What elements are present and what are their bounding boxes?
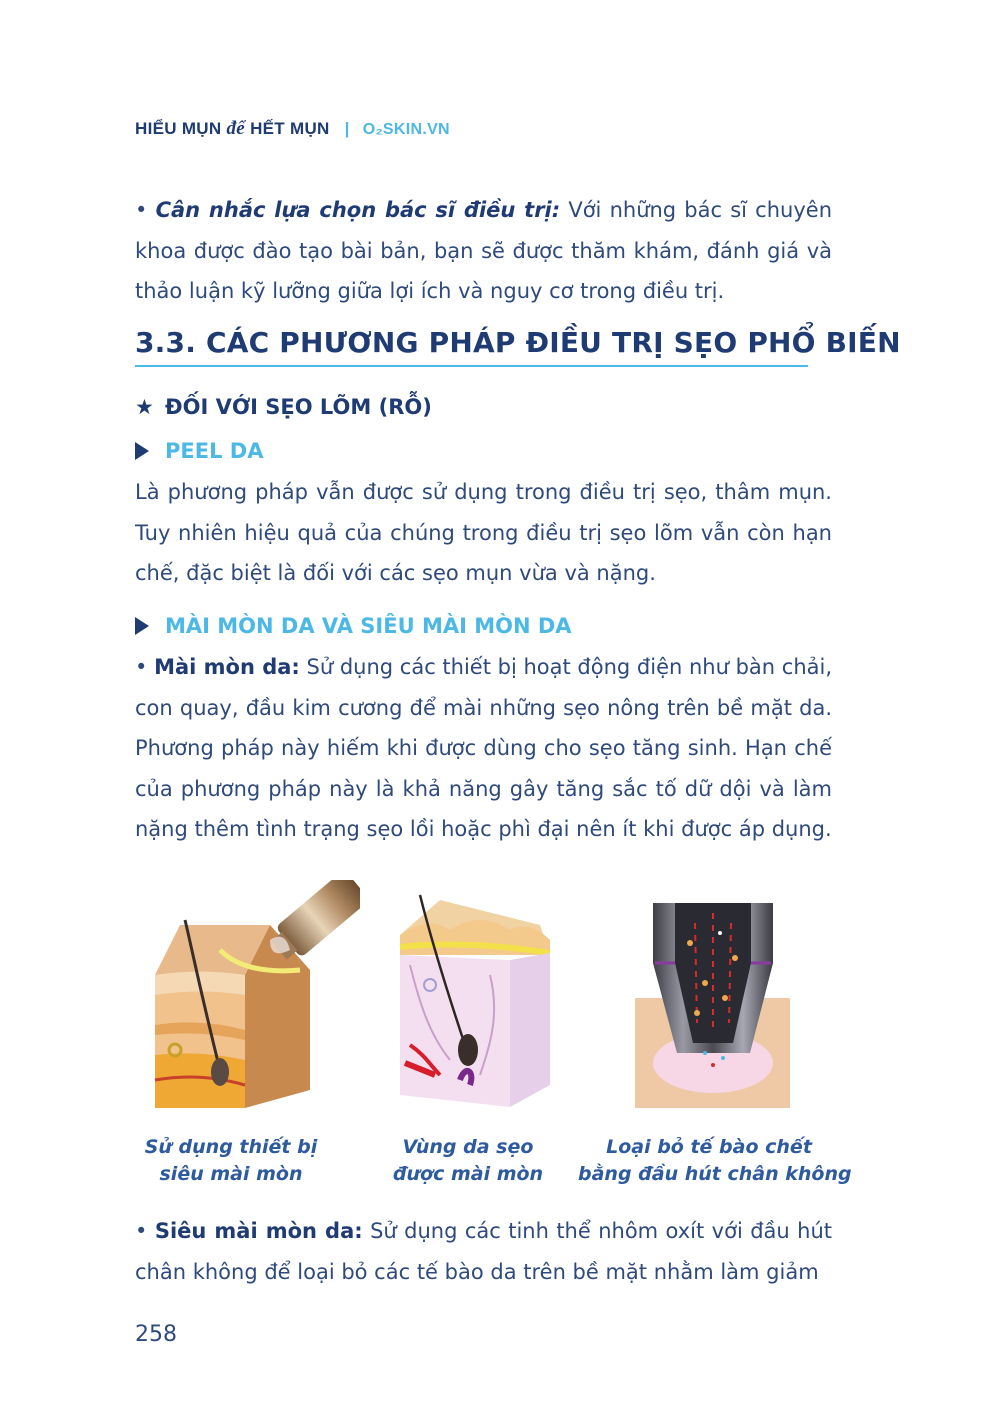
triangle-bullet-icon — [135, 617, 149, 635]
abrasion-heading — [135, 614, 572, 638]
figure-3-caption-line2: bằng đầu hút chân không — [578, 1163, 852, 1185]
abrasion-text: Sử dụng các thiết bị hoạt động điện như bàn chải, con quay, đầu kim cương để mài những sẹo nông trên bề mặt da. Phương pháp này hiếm khi được dùng cho sẹo tăng sinh. Hạn chế của phương pháp này là khả năng gây tăng sắc tố dữ dội và làm nặng thêm tình trạng sẹo lồi hoặc phì đại nên ít khi được áp dụng. — [135, 655, 833, 841]
figure-1-caption-line1: Sử dụng thiết bị — [144, 1136, 318, 1158]
peel-heading — [135, 439, 263, 463]
subsection-concave-scar — [135, 395, 432, 419]
micro-bullet: • — [135, 1219, 148, 1243]
figure-2-caption-line2: được mài mòn — [392, 1163, 544, 1185]
figure-3-caption-line1: Loại bỏ tế bào chết — [606, 1136, 812, 1158]
page-number: 258 — [135, 1322, 177, 1347]
figure-1-caption-line2: siêu mài mòn — [159, 1163, 303, 1185]
figure-2-caption — [370, 1134, 566, 1188]
header-brand: O₂SKIN.VN — [362, 121, 450, 138]
star-icon: ★ — [135, 395, 154, 419]
intro-bold: Cân nhắc lựa chọn bác sĩ điều trị: — [155, 198, 561, 222]
abrasion-paragraph — [135, 647, 832, 850]
abrasion-title: MÀI MÒN DA VÀ SIÊU MÀI MÒN DA — [165, 614, 572, 638]
header-separator: | — [344, 119, 350, 138]
micro-text: Sử dụng các tinh thể nhôm oxít với đầu hút chân không để loại bỏ các tế bào da trên bề mặt nhằm làm giảm — [135, 1219, 832, 1284]
figure-3-caption — [578, 1134, 852, 1188]
figure-2-caption-line1: Vùng da sẹo — [402, 1136, 534, 1158]
section-title: 3.3. CÁC PHƯƠNG PHÁP ĐIỀU TRỊ SẸO PHỔ BIẾN — [135, 326, 808, 367]
microabrasion-paragraph — [135, 1211, 832, 1292]
peel-title: PEEL DA — [165, 439, 264, 463]
header-title-part3: HẾT MỤN — [250, 119, 330, 138]
abrasion-bold: Mài mòn da: — [154, 655, 300, 679]
skin-cross-section-illustration — [390, 885, 560, 1110]
vacuum-tip-illustration — [635, 903, 795, 1113]
abrasion-bullet: • — [135, 655, 148, 679]
micro-bold: Siêu mài mòn da: — [154, 1219, 363, 1243]
skin-device-illustration — [150, 880, 360, 1110]
subsection-label: ĐỐI VỚI SẸO LÕM (RỖ) — [165, 395, 432, 419]
triangle-bullet-icon — [135, 442, 149, 460]
intro-text: Với những bác sĩ chuyên khoa được đào tạo bài bản, bạn sẽ được thăm khám, đánh giá và thảo luận kỹ lưỡng giữa lợi ích và nguy cơ trong điều trị. — [135, 198, 833, 303]
peel-paragraph: Là phương pháp vẫn được sử dụng trong điều trị sẹo, thâm mụn. Tuy nhiên hiệu quả của chúng trong điều trị sẹo lõm vẫn còn hạn chế, đặc biệt là đối với các sẹo mụn vừa và nặng. — [135, 480, 832, 585]
intro-bullet: • — [135, 198, 148, 222]
figure-1-caption — [120, 1134, 342, 1188]
header-title-part2: để — [226, 118, 246, 139]
running-header — [135, 118, 450, 140]
intro-paragraph — [135, 190, 832, 312]
header-title-part1: HIỂU MỤN — [135, 119, 222, 138]
